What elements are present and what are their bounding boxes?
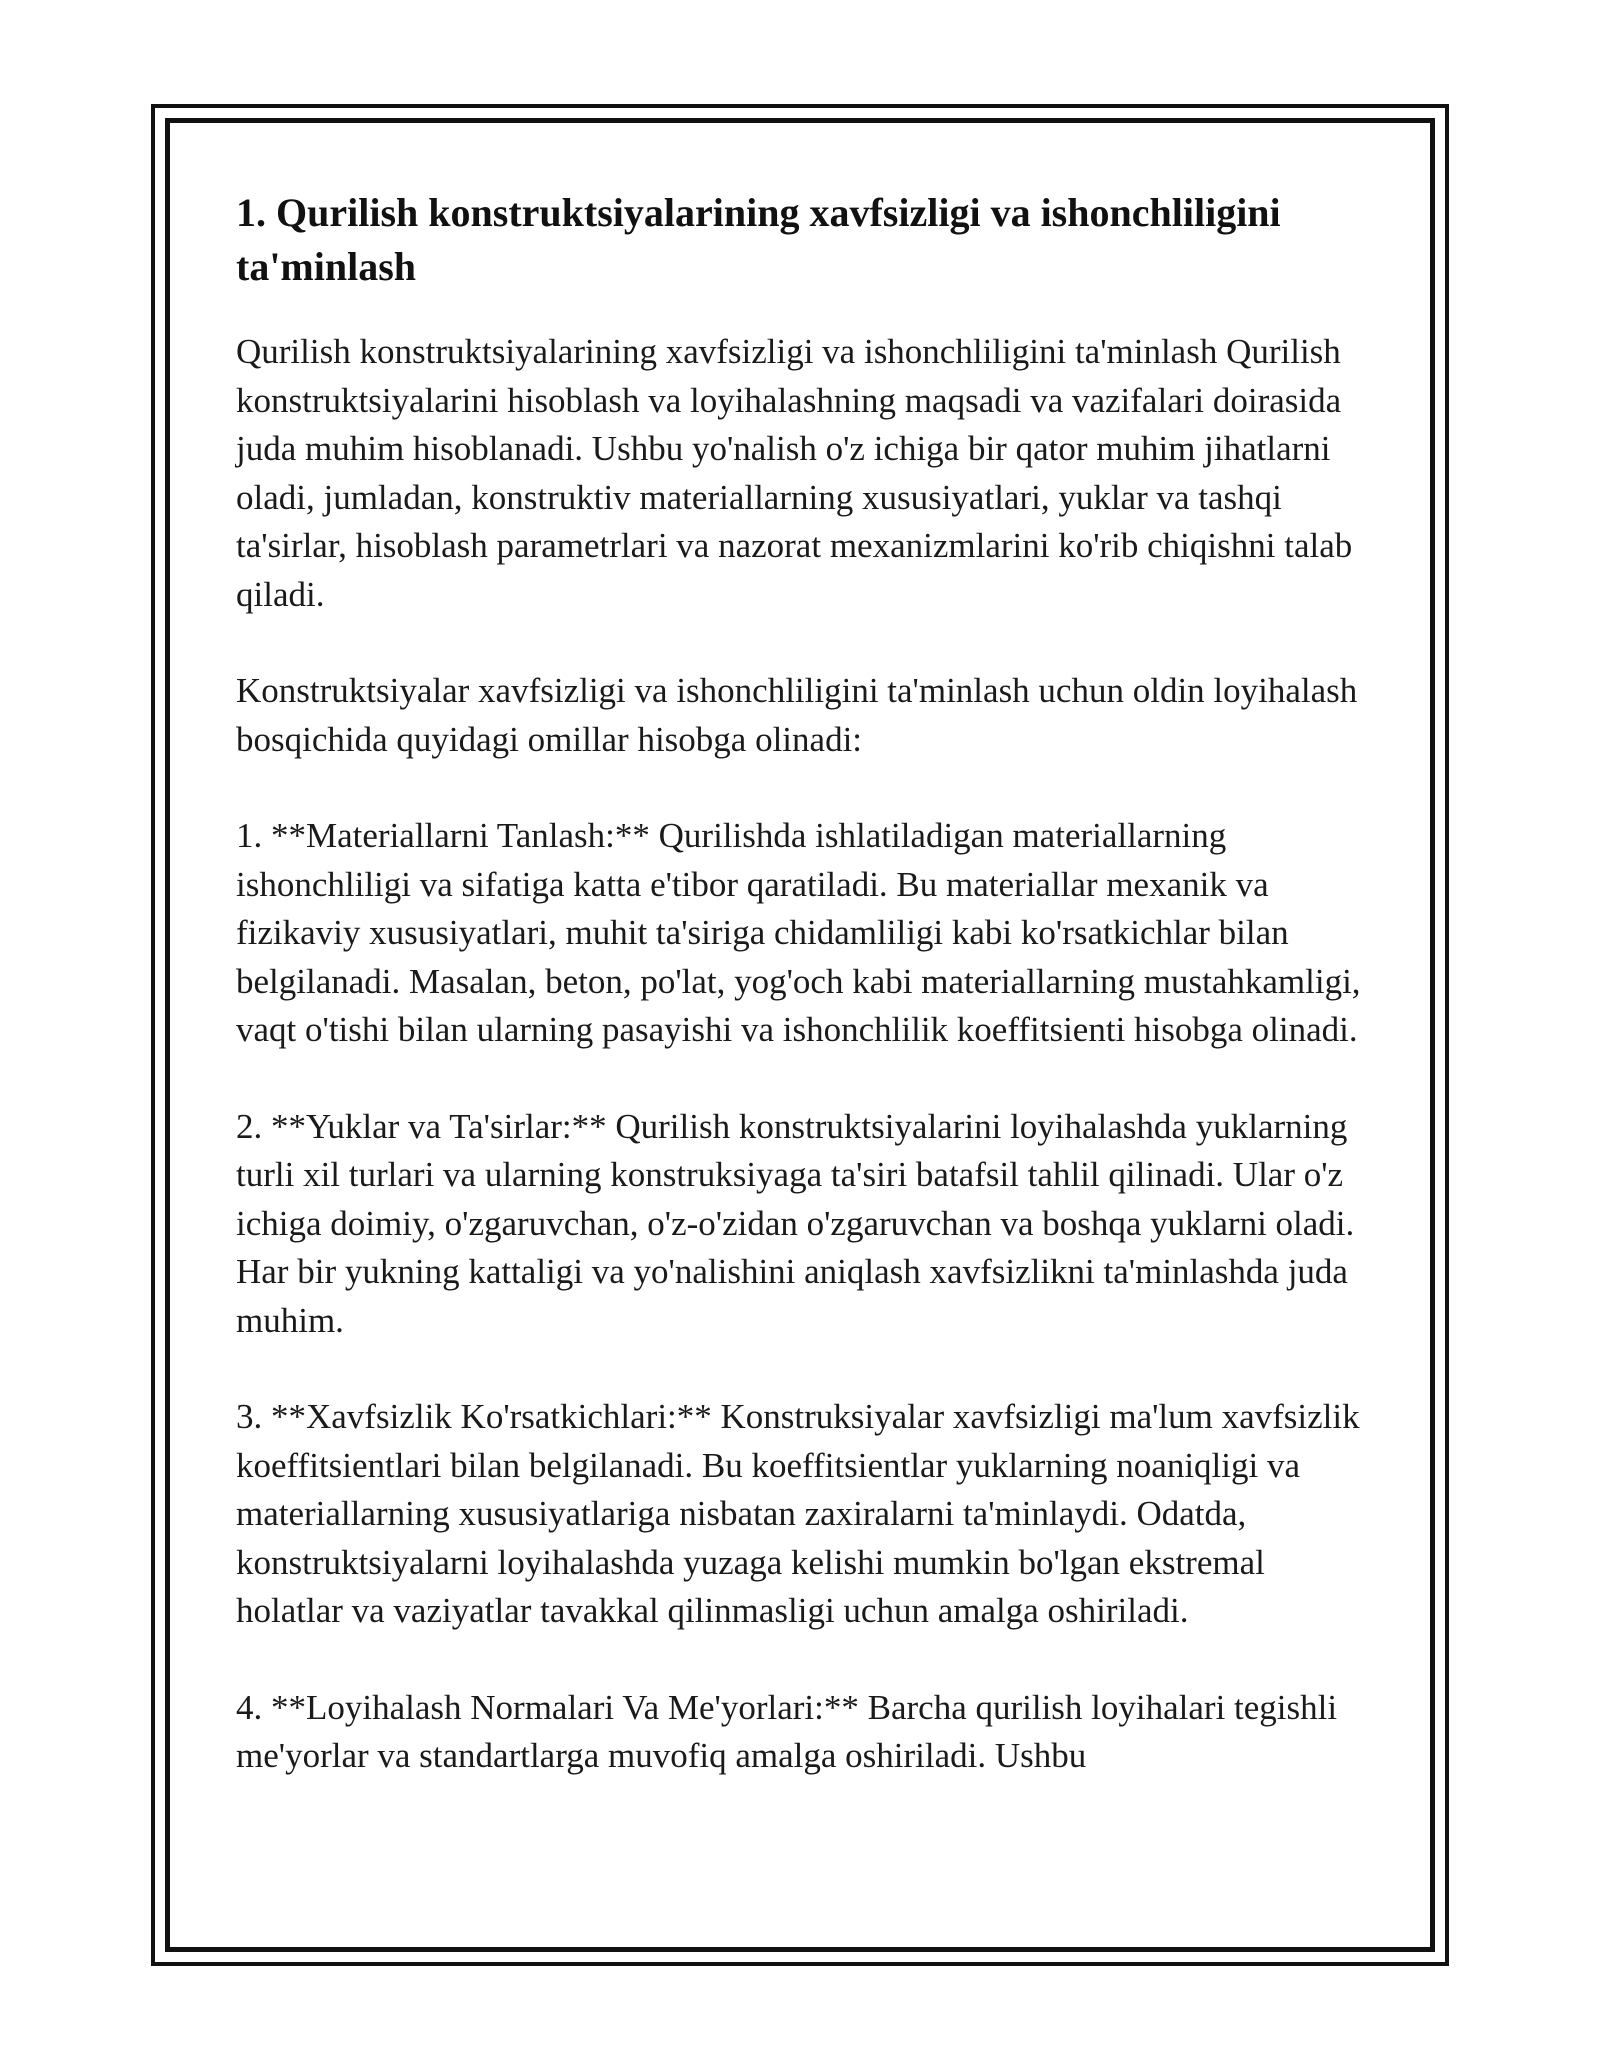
list-item-design-norms: 4. **Loyihalash Normalari Va Me'yorlari:** Barcha qurilish loyihalari tegishli me'yorlar va standartlarga muvofiq amalga oshiriladi. Ushbu (236, 1687, 1338, 1775)
paragraph-intro: Qurilish konstruktsiyalarining xavfsizligi va ishonchliligini ta'minlash Qurilish konstruktsiyalarini hisoblash va loyihalashning maqsadi va vazifalari doirasida juda muhim hisoblanadi. Ushbu yo'nalish o'z ichiga bir qator muhim jihatlarni oladi, jumladan, konstruktiv materiallarning xususiyatlari, yuklar va tashqi ta'sirlar, hisoblash parametrlari va nazorat mexanizmlarini ko'rib chiqishni talab qiladi. (236, 332, 1353, 614)
list-item-materials: 1. **Materiallarni Tanlash:** Qurilishda ishlatiladigan materiallarning ishonchliligi va sifatiga katta e'tibor qaratiladi. Bu materiallar mexanik va fizikaviy xususiyatlari, muhit ta'siriga chidamliligi kabi ko'rsatkichlar bilan belgilanadi. Masalan, beton, po'lat, yog'och kabi materiallarning mustahkamligi, vaqt o'tishi bilan ularning pasayishi va ishonchlilik koeffitsienti hisobga olinadi. (236, 816, 1361, 1049)
list-item-loads: 2. **Yuklar va Ta'sirlar:** Qurilish konstruktsiyalarini loyihalashda yuklarning turli xil turlari va ularning konstruksiyaga ta'siri batafsil tahlil qilinadi. Ular o'z ichiga doimiy, o'zgaruvchan, o'z-o'zidan o'zgaruvchan va boshqa yuklarni oladi. Har bir yukning kattaligi va yo'nalishini aniqlash xavfsizlikni ta'minlashda juda muhim. (236, 1106, 1355, 1340)
document-title: 1. Qurilish konstruktsiyalarining xavfsizligi va ishonchliligini ta'minlash (236, 190, 1281, 289)
list-item-safety-indicators: 3. **Xavfsizlik Ko'rsatkichlari:** Konstruksiyalar xavfsizligi ma'lum xavfsizlik koeffitsientlari bilan belgilanadi. Bu koeffitsientlar yuklarning noaniqligi va materiallarning xususiyatlariga nisbatan zaxiralarni ta'minlaydi. Odatda, konstruktsiyalarni loyihalashda yuzaga kelishi mumkin bo'lgan ekstremal holatlar va vaziyatlar tavakkal qilinmasligi uchun amalga oshiriladi. (236, 1397, 1360, 1630)
paragraph-factors-lead: Konstruktsiyalar xavfsizligi va ishonchliligini ta'minlash uchun oldin loyihalash bosqichida quyidagi omillar hisobga olinadi: (236, 671, 1358, 759)
document-body (236, 186, 1366, 1781)
